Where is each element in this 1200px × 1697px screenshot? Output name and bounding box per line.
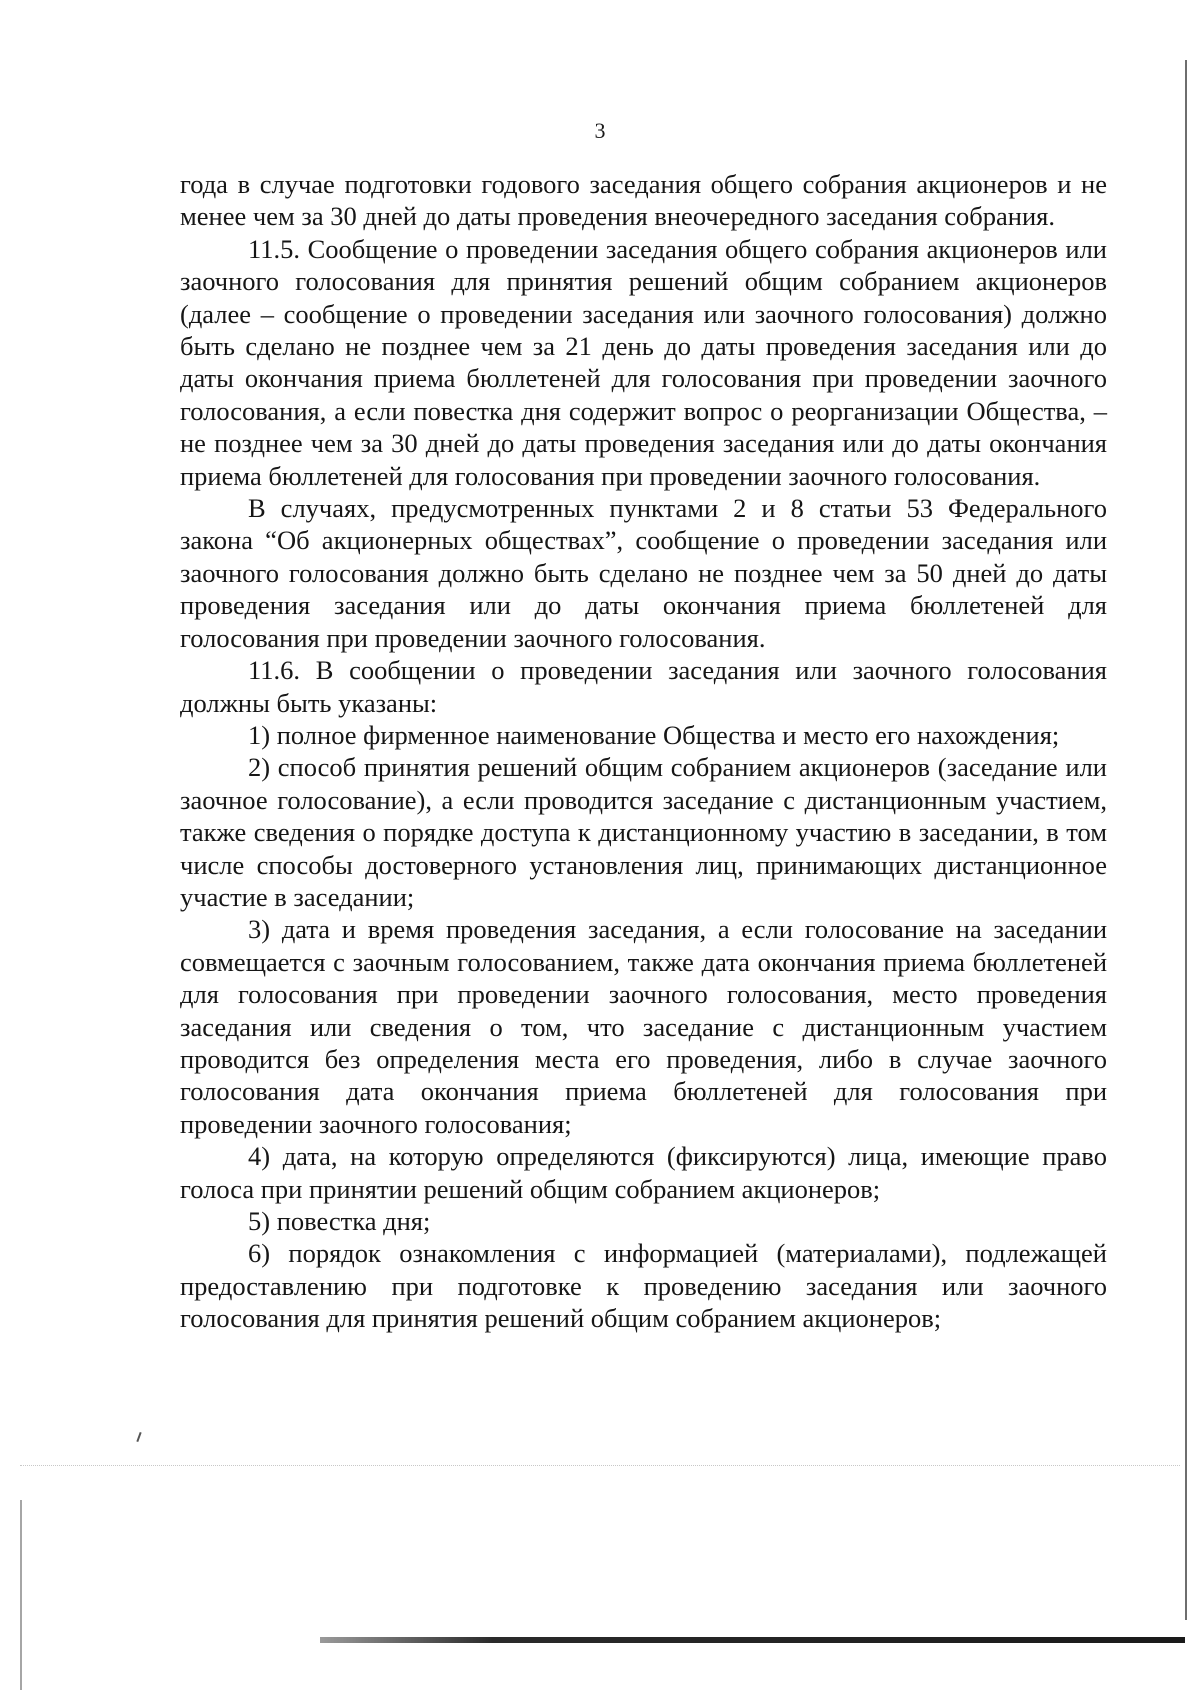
page-number: 3 (594, 118, 606, 143)
list-item-6: 6) порядок ознакомления с информацией (материалами), подлежащей предоставлению при подготовке к проведению заседания или заочного голосования для принятия решений общим собранием акционеров; (180, 1238, 1107, 1334)
paragraph-11-5: 11.5. Сообщение о проведении заседания общего собрания акционеров или заочного голосования для принятия решений общим собранием акционеров (далее – сообщение о проведении заседания или заочного голосования) должно быть сделано не позднее чем за 21 день до даты проведения заседания или до даты окончания приема бюллетеней для голосования при проведении заочного голосования, а если повестка дня содержит вопрос о реорганизации Общества, – не позднее чем за 30 дней до даты проведения заседания или до даты окончания приема бюллетеней для голосования при проведении заочного голосования. (180, 233, 1107, 491)
scan-edge-left (20, 1500, 22, 1690)
document-body (180, 168, 1107, 1335)
list-item-4: 4) дата, на которую определяются (фиксируются) лица, имеющие право голоса при принятии решений общим собранием акционеров; (180, 1141, 1107, 1204)
paragraph-special-cases: В случаях, предусмотренных пунктами 2 и 8 статьи 53 Федерального закона “Об акционерных обществах”, сообщение о проведении заседания или заочного голосования должно быть сделано не позднее чем за 50 дней до даты проведения заседания или до даты окончания приема бюллетеней для голосования при проведении заочного голосования. (180, 493, 1107, 653)
list-item-5: 5) повестка дня; (248, 1206, 431, 1236)
list-item-2: 2) способ принятия решений общим собранием акционеров (заседание или заочное голосование), а если проводится заседание с дистанционным участием, также сведения о порядке доступа к дистанционному участию в заседании, в том числе способы достоверного установления лиц, принимающих дистанционное участие в заседании; (180, 752, 1107, 912)
paragraph-11-6: 11.6. В сообщении о проведении заседания или заочного голосования должны быть указаны: (180, 655, 1107, 718)
list-item-1: 1) полное фирменное наименование Общества и место его нахождения; (248, 719, 1060, 750)
scan-speck (136, 1432, 141, 1442)
paragraph-continuation: года в случае подготовки годового заседания общего собрания акционеров и не менее чем за 30 дней до даты проведения внеочередного заседания собрания. (180, 169, 1107, 232)
scan-fold-line (20, 1465, 1180, 1467)
list-item-3: 3) дата и время проведения заседания, а если голосование на заседании совмещается с заочным голосованием, также дата окончания приема бюллетеней для голосования при проведении заочного голосования, место проведения заседания или сведения о том, что заседание с дистанционным участием проводится без определения места его проведения, либо в случае заочного голосования дата окончания приема бюллетеней для голосования при проведении заочного голосования; (180, 914, 1107, 1139)
scan-edge-right (1185, 60, 1187, 1620)
scan-bottom-edge (320, 1637, 1185, 1643)
